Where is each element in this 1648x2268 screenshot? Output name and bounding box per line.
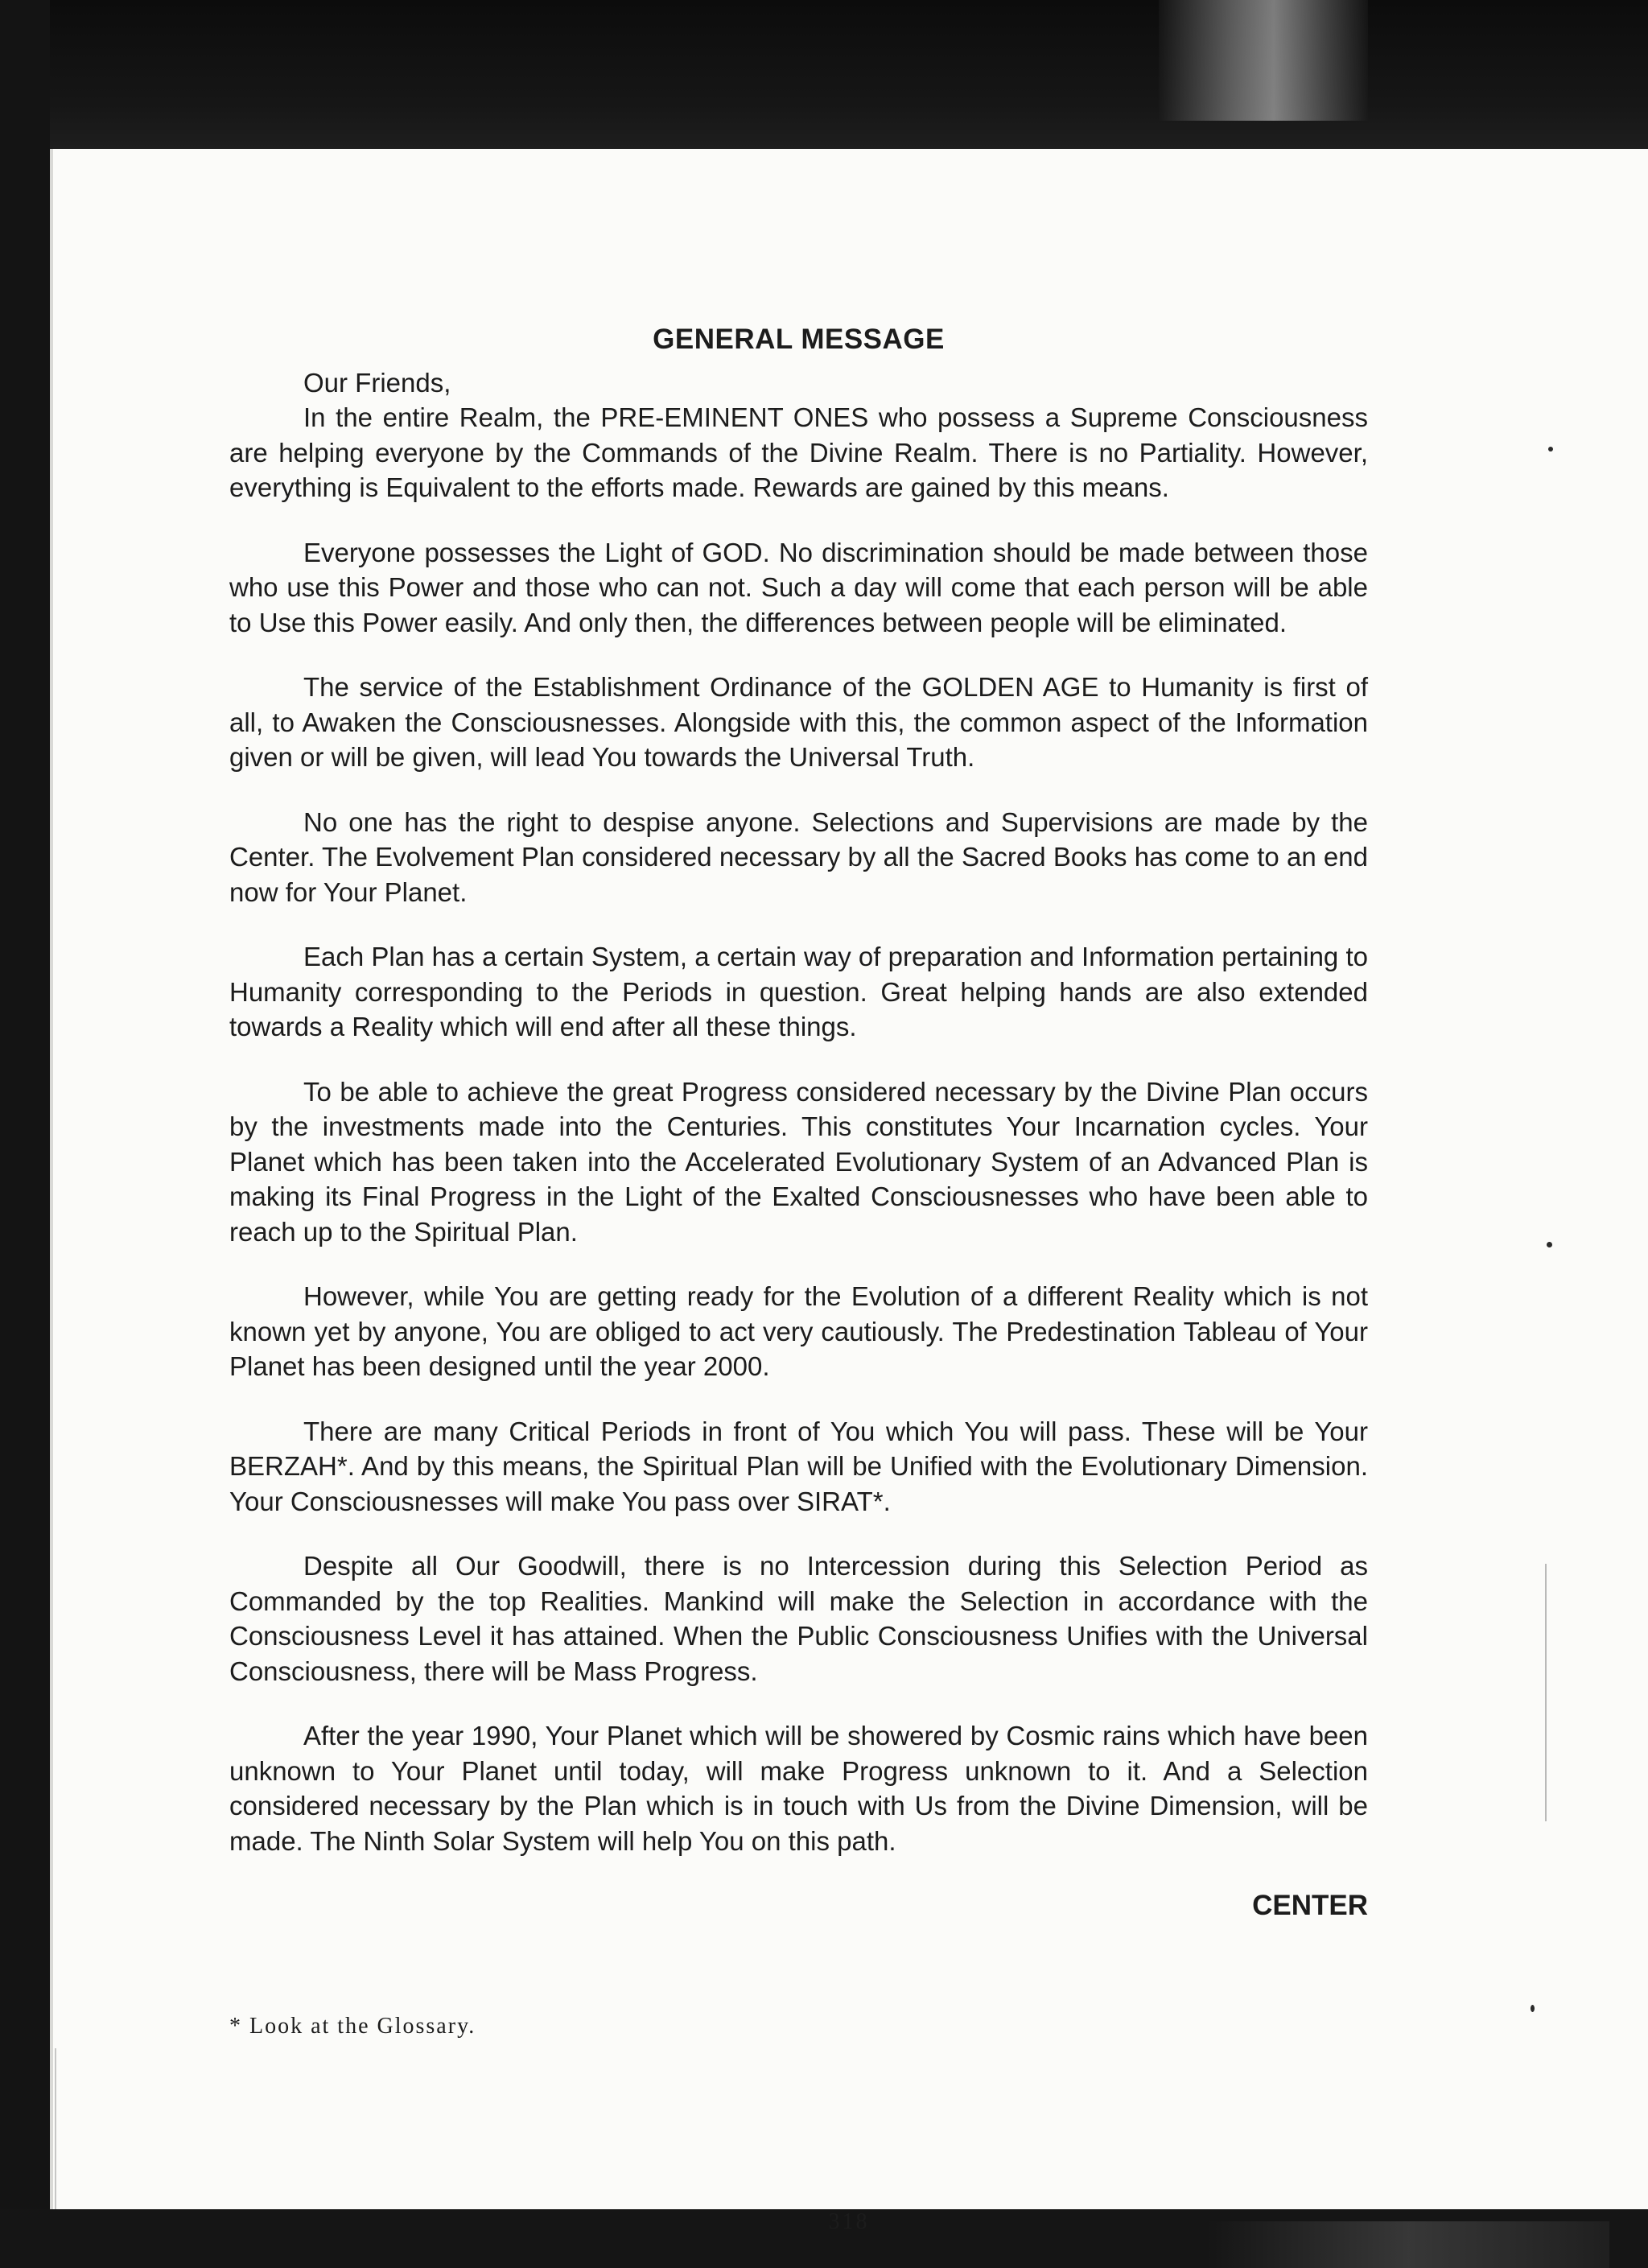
paragraph: Despite all Our Goodwill, there is no Intercession during this Selection Period as Commanded by the top Realities. Mankind will make the Selection in accordance with the Consciousness Level it has attained. When the Public Consciousness Unifies with the Universal Consciousness, there will be Mass Progress. — [229, 1551, 1368, 1686]
paragraph: No one has the right to despise anyone. Selections and Supervisions are made by the Center. The Evolvement Plan considered necessary by all the Sacred Books has come to an end now for Your Planet. — [229, 806, 1368, 907]
signature: CENTER — [1252, 1890, 1368, 1921]
salutation: Our Friends, — [303, 367, 451, 398]
scan-speck — [1548, 447, 1553, 452]
scan-speck — [1531, 2005, 1535, 2012]
page-edge — [50, 149, 53, 2209]
paragraph: In the entire Realm, the PRE-EMINENT ONES who possess a Supreme Consciousness are helping everyone by the Commands of the Divine Realm. There is no Partiality. However, everything is Equivalent to the efforts made. Rewards are gained by this means. — [229, 402, 1368, 502]
margin-mark — [55, 2048, 56, 2209]
paragraph: Everyone possesses the Light of GOD. No discrimination should be made between those who use this Power and those who can not. Such a day will come that each person will be able to Use this Power easily. And only then, the differences between people will be eliminated. — [229, 537, 1368, 637]
paragraph: However, while You are getting ready for the Evolution of a different Reality which is not known yet by anyone, You are obliged to act very cautiously. The Predestination Tableau of Your Planet has been designed until the year 2000. — [229, 1281, 1368, 1381]
footnote: * Look at the Glossary. — [229, 2014, 476, 2039]
margin-mark — [1545, 1564, 1547, 1821]
paragraph: There are many Critical Periods in front of You which You will pass. These will be Your BERZAH*. And by this means, the Spiritual Plan will be Unified with the Evolutionary Dimension. Your Consciousnesses will make You pass over SIRAT*. — [229, 1416, 1368, 1516]
scan-glare — [1159, 0, 1368, 121]
page-number: 318 — [828, 2209, 870, 2234]
paragraph: The service of the Establishment Ordinance of the GOLDEN AGE to Humanity is first of all, to Awaken the Consciousnesses. Alongside with this, the common aspect of the Information given or will be given, will lead You towards the Universal Truth. — [229, 672, 1368, 772]
scan-speck — [1547, 1242, 1552, 1247]
paragraph: After the year 1990, Your Planet which will be showered by Cosmic rains which have been unknown to Your Planet until today, will make Progress unknown to it. And a Selection considered necessary by the Plan which is in touch with Us from the Divine Dimension, will be made. The Ninth Solar System will help You on this path. — [229, 1721, 1368, 1856]
paragraph: To be able to achieve the great Progress considered necessary by the Divine Plan occurs by the investments made into the Centuries. This constitutes Your Incarnation cycles. Your Planet which has been taken into the Accelerated Evolutionary System of an Advanced Plan is making its Final Progress in the Light of the Exalted Consciousnesses who have been able to reach up to the Spiritual Plan. — [229, 1076, 1368, 1247]
page-title: GENERAL MESSAGE — [653, 324, 945, 355]
message-body — [229, 322, 1368, 1924]
scan-left-border — [0, 0, 50, 2268]
scan-top-border — [0, 0, 1648, 149]
paragraph: Each Plan has a certain System, a certain way of preparation and Information pertaining to Humanity corresponding to the Periods in question. Great helping hands are also extended towards a Reality which will end after all these things. — [229, 942, 1368, 1041]
